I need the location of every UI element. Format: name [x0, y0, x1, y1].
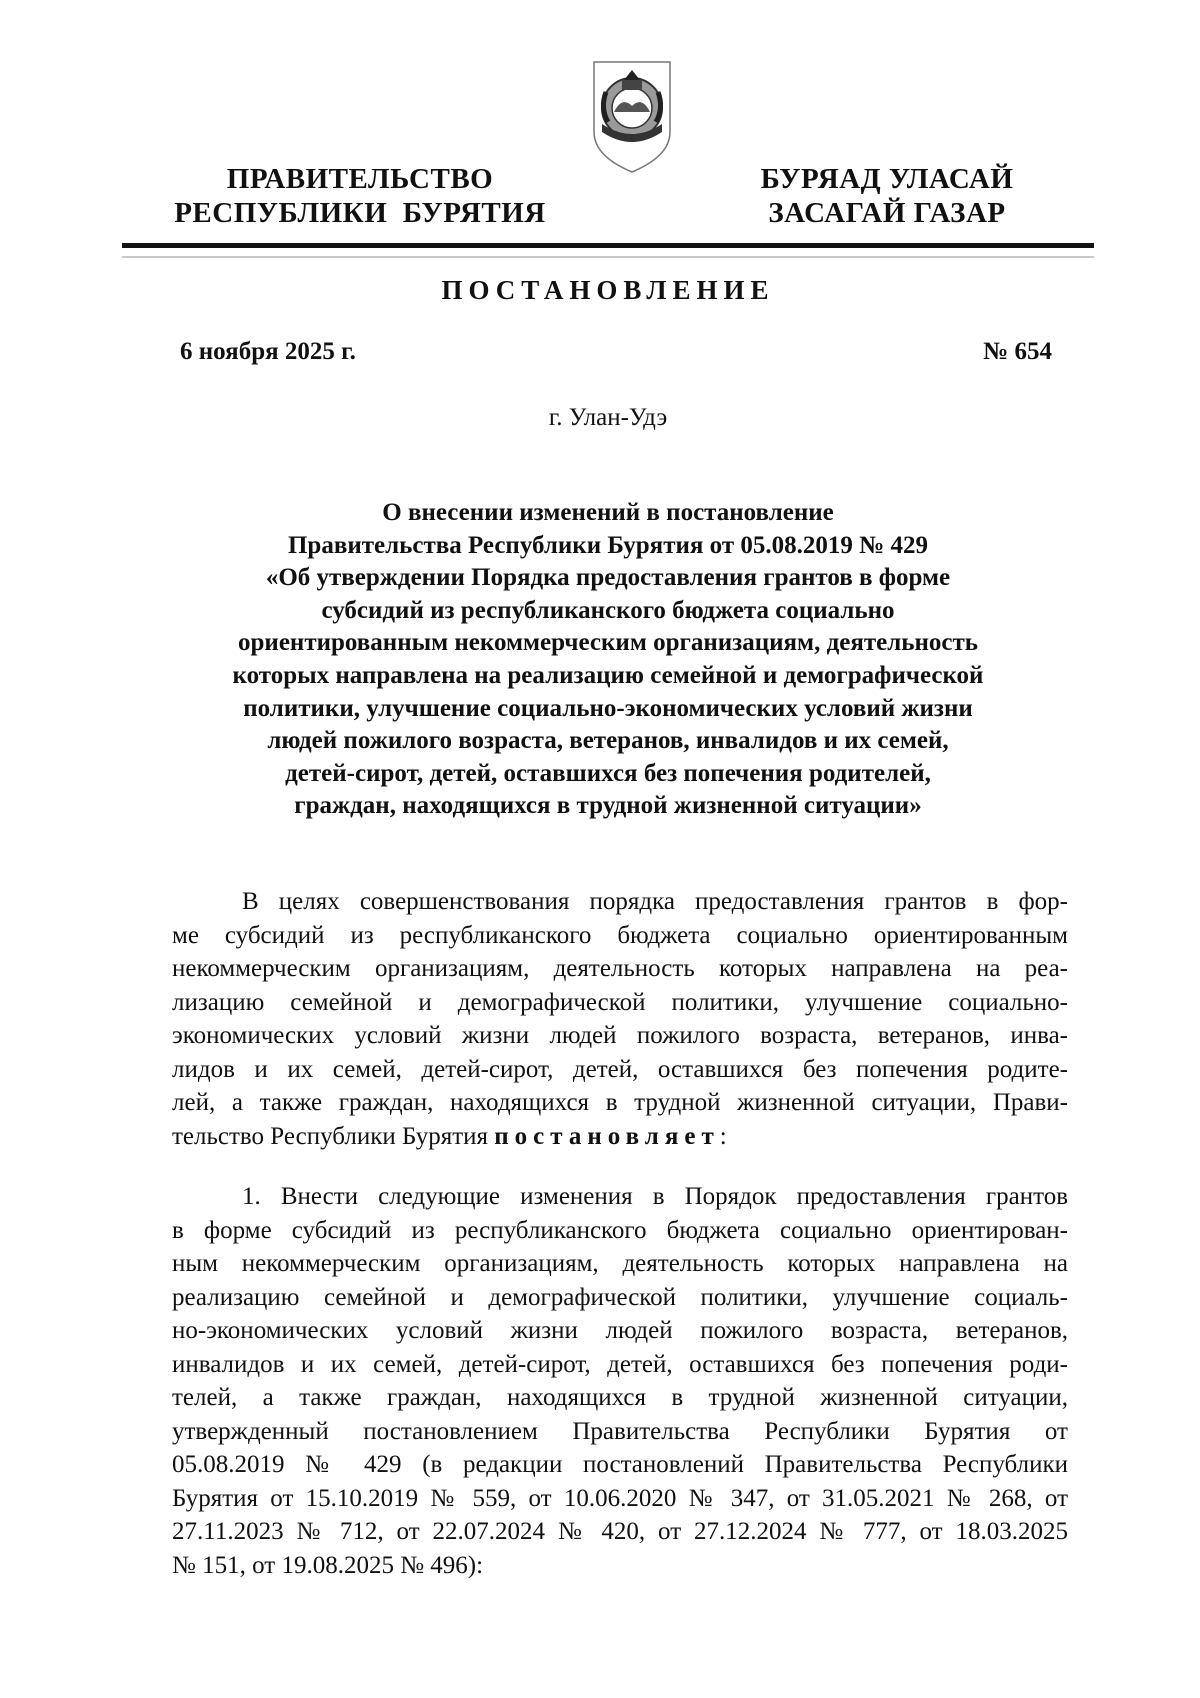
org-name-buryat-line: БУРЯАД УЛАСАЙ [760, 163, 1014, 195]
title-line: людей пожилого возраста, ветеранов, инвалидов и их семей, [267, 727, 949, 755]
title-line: ориентированным некоммерческим организациям, деятельность [238, 629, 978, 657]
decree-word: постановляет [494, 1122, 720, 1150]
org-name-buryat-line: ЗАСАГАЙ ГАЗАР [768, 197, 1006, 229]
paragraph-line: лидов и их семей, детей-сирот, детей, оставшихся без попечения родите- [172, 1055, 1068, 1083]
title-line: политики, улучшение социально-экономических условий жизни [243, 694, 973, 722]
paragraph-line: ным некоммерческим организациям, деятельность которых направлена на [172, 1250, 1068, 1277]
paragraph-line: в форме субсидий из республиканского бюджета социально ориентирован- [172, 1216, 1068, 1244]
decree-colon: : [719, 1122, 727, 1150]
title-line: «Об утверждении Порядка предоставления грантов в форме [265, 564, 951, 592]
title-line: субсидий из республиканского бюджета социально [321, 596, 895, 624]
title-line: детей-сирот, детей, оставшихся без попечения родителей, [285, 759, 931, 787]
paragraph-line: В целях совершенствования порядка предоставления грантов в фор- [242, 888, 1068, 915]
preamble-paragraph [172, 885, 1068, 1153]
document-city: г. Улан-Удэ [548, 404, 668, 431]
title-line: О внесении изменений в постановление [382, 499, 834, 526]
paragraph-line: некоммерческим организациям, деятельность которых направлена на реа- [172, 955, 1068, 982]
paragraph-line: № 151, от 19.08.2025 № 496): [172, 1551, 484, 1579]
document-date: 6 ноября 2025 г. [180, 338, 356, 365]
paragraph-line: телей, а также граждан, находящихся в трудной жизненной ситуации, [172, 1384, 1068, 1411]
title-line: Правительства Республики Бурятия от 05.08.2019 № 429 [287, 531, 928, 559]
paragraph-line: но-экономических условий жизни людей пожилого возраста, ветеранов, [172, 1317, 1068, 1344]
paragraph-line: лизацию семейной и демографической политики, улучшение социально- [172, 988, 1068, 1016]
paragraph-line [172, 1120, 1068, 1154]
coat-of-arms-emblem [584, 52, 680, 178]
document-number: № 654 [983, 338, 1052, 365]
title-line: которых направлена на реализацию семейной и демографической [232, 661, 984, 689]
paragraph-line: лей, а также граждан, находящихся в трудной жизненной ситуации, Прави- [172, 1089, 1068, 1116]
header-divider-thick [122, 243, 1094, 248]
document-type: ПОСТАНОВЛЕНИЕ [441, 275, 775, 305]
title-line: граждан, находящихся в трудной жизненной ситуации» [294, 792, 922, 820]
org-name-buryat [742, 162, 1032, 230]
paragraph-line: экономических условий жизни людей пожилого возраста, ветеранов, инва- [172, 1022, 1068, 1049]
paragraph-line: утвержденный постановлением Правительства Республики Бурятия от [172, 1417, 1068, 1445]
document-title [180, 497, 1036, 823]
paragraph-line: реализацию семейной и демографической политики, улучшение социаль- [172, 1283, 1068, 1311]
org-name-russian-line: РЕСПУБЛИКИ БУРЯТИЯ [174, 197, 546, 229]
clause-1-paragraph [172, 1180, 1068, 1582]
org-name-russian [160, 162, 560, 230]
org-name-russian-line: ПРАВИТЕЛЬСТВО [226, 163, 494, 195]
preamble-last-text: тельство Республики Бурятия [172, 1122, 495, 1150]
paragraph-line: 1. Внести следующие изменения в Порядок предоставления грантов [242, 1183, 1068, 1210]
paragraph-line: 05.08.2019 № 429 (в редакции постановлений Правительства Республики [172, 1451, 1068, 1478]
paragraph-line: 27.11.2023 № 712, от 22.07.2024 № 420, от 27.12.2024 № 777, от 18.03.2025 [172, 1518, 1068, 1545]
paragraph-line: ме субсидий из республиканского бюджета социально ориентированным [172, 921, 1068, 949]
paragraph-line: Бурятия от 15.10.2019 № 559, от 10.06.2020 № 347, от 31.05.2021 № 268, от [172, 1484, 1068, 1512]
paragraph-line: инвалидов и их семей, детей-сирот, детей, оставшихся без попечения роди- [172, 1350, 1068, 1378]
header-divider-thin [122, 256, 1094, 258]
